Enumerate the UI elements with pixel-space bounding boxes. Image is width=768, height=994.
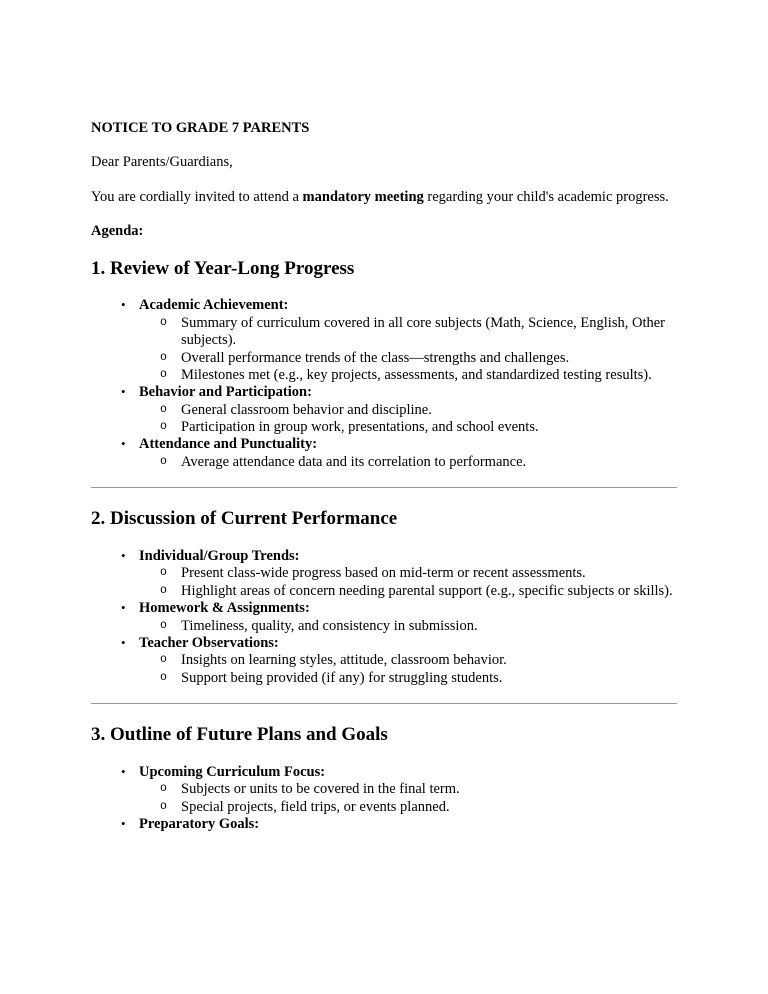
bullet-item-label: Behavior and Participation: <box>139 384 312 401</box>
sub-item <box>91 419 677 436</box>
bullet-item-label: Teacher Observations: <box>139 635 279 652</box>
bullet-item <box>91 436 677 453</box>
bullet-marker-icon: • <box>121 548 126 564</box>
sub-item <box>91 350 677 367</box>
sub-item <box>91 402 677 419</box>
sub-item <box>91 781 677 798</box>
sub-item <box>91 315 677 350</box>
sub-item <box>91 799 677 816</box>
sub-item <box>91 583 677 600</box>
section-heading-1: 1. Review of Year-Long Progress <box>91 257 355 279</box>
sub-item-text: Summary of curriculum covered in all core subjects (Math, Science, English, Other subjects). <box>181 314 665 349</box>
section-2-list <box>91 548 677 687</box>
bullet-item-label: Individual/Group Trends: <box>139 548 300 565</box>
circle-marker-icon: o <box>160 420 167 434</box>
bullet-marker-icon: • <box>121 297 126 313</box>
circle-marker-icon: o <box>160 583 167 597</box>
circle-marker-icon: o <box>160 618 167 632</box>
sub-item-text: Timeliness, quality, and consistency in submission. <box>181 617 478 634</box>
intro-text-post: regarding your child's academic progress. <box>423 188 669 205</box>
sub-item <box>91 565 677 582</box>
sub-item-text: Subjects or units to be covered in the final term. <box>181 781 460 798</box>
document-title: NOTICE TO GRADE 7 PARENTS <box>91 120 310 136</box>
sub-item <box>91 618 677 635</box>
bullet-item-label: Academic Achievement: <box>139 297 289 314</box>
bullet-item-label: Upcoming Curriculum Focus: <box>139 763 326 780</box>
bullet-item-label: Attendance and Punctuality: <box>139 436 318 453</box>
sub-item-text: Participation in group work, presentations, and school events. <box>181 419 539 436</box>
sub-item <box>91 454 677 471</box>
intro-paragraph <box>91 189 677 206</box>
sub-item-text: Average attendance data and its correlation to performance. <box>181 453 527 470</box>
bullet-item-label: Homework & Assignments: <box>139 600 310 617</box>
bullet-item <box>91 384 677 401</box>
bullet-item <box>91 600 677 617</box>
section-3-list <box>91 764 677 834</box>
document-page <box>91 120 677 850</box>
bullet-item <box>91 816 677 833</box>
sub-item-text: Milestones met (e.g., key projects, assessments, and standardized testing results). <box>181 366 652 383</box>
circle-marker-icon: o <box>160 454 167 468</box>
section-divider <box>91 703 677 704</box>
circle-marker-icon: o <box>160 653 167 667</box>
sub-item-text: Support being provided (if any) for struggling students. <box>181 669 503 686</box>
sub-item <box>91 652 677 669</box>
sub-item <box>91 670 677 687</box>
sub-item-text: Present class-wide progress based on mid-term or recent assessments. <box>181 565 586 582</box>
section-1-list <box>91 297 677 471</box>
section-divider <box>91 487 677 488</box>
bullet-item-label: Preparatory Goals: <box>139 816 260 833</box>
circle-marker-icon: o <box>160 782 167 796</box>
sub-item-text: Overall performance trends of the class—strengths and challenges. <box>181 349 570 366</box>
circle-marker-icon: o <box>160 402 167 416</box>
circle-marker-icon: o <box>160 566 167 580</box>
bullet-marker-icon: • <box>121 635 126 651</box>
bullet-marker-icon: • <box>121 436 126 452</box>
circle-marker-icon: o <box>160 350 167 364</box>
bullet-marker-icon: • <box>121 763 126 779</box>
section-heading-3: 3. Outline of Future Plans and Goals <box>91 724 388 746</box>
circle-marker-icon: o <box>160 367 167 381</box>
sub-item <box>91 367 677 384</box>
circle-marker-icon: o <box>160 670 167 684</box>
circle-marker-icon: o <box>160 799 167 813</box>
circle-marker-icon: o <box>160 315 167 329</box>
intro-text-pre: You are cordially invited to attend a <box>91 188 303 205</box>
sub-item-text: Insights on learning styles, attitude, classroom behavior. <box>181 652 507 669</box>
bullet-item <box>91 297 677 314</box>
sub-item-text: Special projects, field trips, or events planned. <box>181 798 450 815</box>
sub-item-text: Highlight areas of concern needing parental support (e.g., specific subjects or skills). <box>181 582 673 599</box>
bullet-marker-icon: • <box>121 600 126 616</box>
bullet-marker-icon: • <box>121 384 126 400</box>
section-heading-2: 2. Discussion of Current Performance <box>91 508 398 530</box>
bullet-item <box>91 764 677 781</box>
agenda-label: Agenda: <box>91 223 144 240</box>
bullet-item <box>91 548 677 565</box>
intro-text-bold: mandatory meeting <box>302 188 424 205</box>
salutation: Dear Parents/Guardians, <box>91 154 233 171</box>
sub-item-text: General classroom behavior and discipline. <box>181 401 432 418</box>
bullet-item <box>91 635 677 652</box>
bullet-marker-icon: • <box>121 816 126 832</box>
